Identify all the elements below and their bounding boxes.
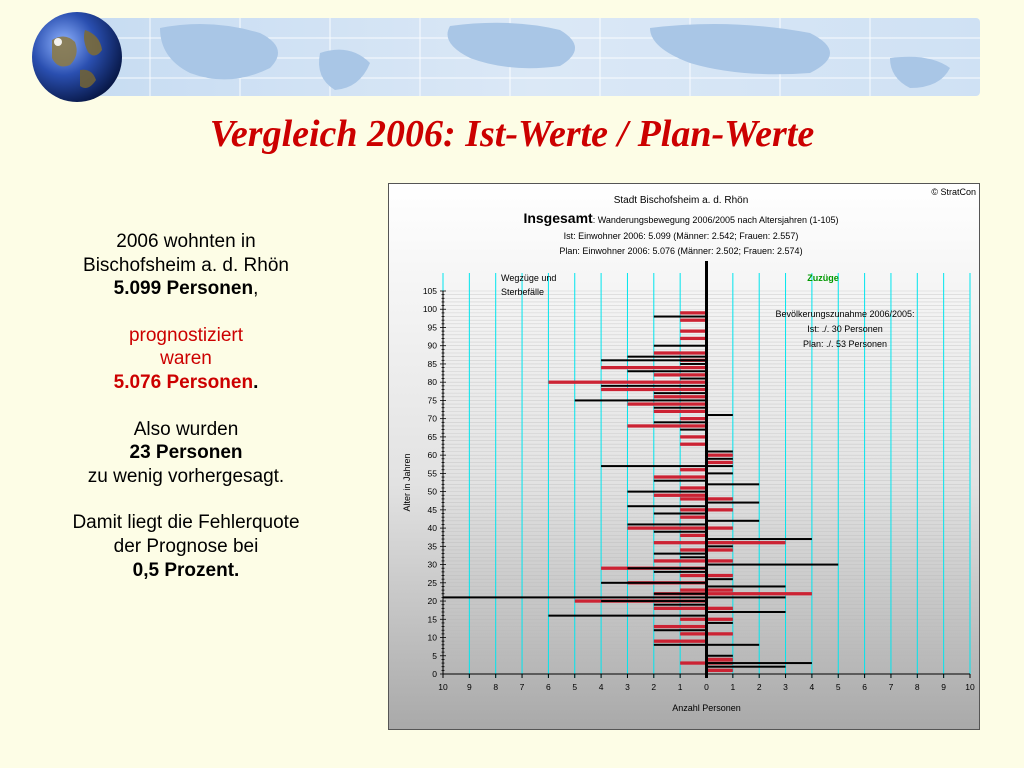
plan-wegzuege-bar xyxy=(680,329,706,332)
ist-zuzuege-bar xyxy=(707,450,733,452)
y-axis-title: Alter in Jahren xyxy=(402,453,412,512)
ist-wegzuege-bar xyxy=(680,556,706,558)
x-tick-label: 6 xyxy=(546,682,551,692)
plan-zuzuege-bar xyxy=(707,559,733,562)
plan-zuzuege-bar xyxy=(707,658,733,661)
y-tick-label: 15 xyxy=(427,614,437,625)
y-tick-label: 95 xyxy=(427,322,437,333)
plan-wegzuege-bar xyxy=(680,534,706,537)
ist-wegzuege-bar xyxy=(654,571,707,573)
x-tick-label: 2 xyxy=(756,682,762,692)
y-tick-label: 50 xyxy=(427,486,437,497)
ist-zuzuege-bar xyxy=(707,458,733,460)
ist-wegzuege-bar xyxy=(654,644,707,646)
summary-line-bold xyxy=(40,277,332,301)
ist-zuzuege-bar xyxy=(707,465,733,467)
ist-zuzuege-bar xyxy=(707,578,733,580)
summary-line: Also wurden xyxy=(133,418,239,440)
ist-wegzuege-bar xyxy=(627,356,706,358)
ist-zuzuege-bar xyxy=(707,666,786,668)
ist-zuzuege-bar xyxy=(707,644,760,646)
plan-wegzuege-bar xyxy=(654,475,707,478)
x-tick-label: 5 xyxy=(572,682,578,692)
plan-wegzuege-bar xyxy=(680,632,706,635)
plan-wegzuege-bar xyxy=(601,388,706,391)
plan-wegzuege-bar xyxy=(680,435,706,438)
y-tick-label: 0 xyxy=(432,669,437,679)
plan-wegzuege-bar xyxy=(680,319,706,322)
ist-zuzuege-bar xyxy=(707,538,812,540)
ist-zuzuege-bar xyxy=(707,502,760,504)
ist-wegzuege-bar xyxy=(627,505,706,507)
x-tick-label: 0 xyxy=(704,682,709,692)
summary-line: waren xyxy=(160,348,212,370)
y-tick-label: 80 xyxy=(427,377,437,388)
ist-wegzuege-bar xyxy=(680,429,706,431)
ist-wegzuege-bar xyxy=(548,615,706,617)
plan-wegzuege-bar xyxy=(680,443,706,446)
x-tick-label: 8 xyxy=(914,682,920,692)
ist-wegzuege-bar xyxy=(627,491,706,493)
plan-wegzuege-bar xyxy=(654,625,707,628)
y-tick-label: 60 xyxy=(427,450,437,461)
plan-zuzuege-bar xyxy=(707,669,733,672)
plan-wegzuege-bar xyxy=(680,468,706,471)
ist-zuzuege-bar xyxy=(707,545,733,547)
y-tick-label: 65 xyxy=(427,431,437,442)
y-tick-label: 45 xyxy=(427,504,437,515)
plan-summary-line: Plan: Einwohner 2006: 5.076 (Männer: 2.502; Frauen: 2.574) xyxy=(559,246,803,256)
ist-wegzuege-bar xyxy=(654,421,707,423)
ist-wegzuege-bar xyxy=(654,629,707,631)
ist-wegzuege-bar xyxy=(575,399,707,401)
y-tick-label: 55 xyxy=(427,468,437,479)
y-tick-label: 75 xyxy=(427,395,437,406)
ist-wegzuege-bar xyxy=(443,596,707,598)
ist-wegzuege-bar xyxy=(654,531,707,533)
ist-wegzuege-bar xyxy=(601,359,706,361)
ist-zuzuege-bar xyxy=(707,472,733,474)
x-tick-label: 9 xyxy=(466,682,472,692)
ist-zuzuege-bar xyxy=(707,564,839,566)
ist-wegzuege-bar xyxy=(654,604,707,606)
ist-wegzuege-bar xyxy=(654,392,707,394)
plan-zuzuege-bar xyxy=(707,461,733,464)
ist-zuzuege-bar xyxy=(707,483,760,485)
x-tick-label: 3 xyxy=(625,682,630,692)
plan-wegzuege-bar xyxy=(680,508,706,511)
sterbefaelle-label: Sterbefälle xyxy=(501,287,545,297)
plan-wegzuege-bar xyxy=(627,526,706,529)
plan-zuzuege-bar xyxy=(707,618,733,621)
x-tick-label: 4 xyxy=(809,682,815,692)
plan-wegzuege-bar xyxy=(680,574,706,577)
comma: , xyxy=(253,278,259,300)
ist-zuzuege-bar xyxy=(707,622,733,624)
ist-summary-line: Ist: Einwohner 2006: 5.099 (Männer: 2.542; Frauen: 2.557) xyxy=(563,231,799,241)
plan-wegzuege-bar xyxy=(654,395,707,398)
x-axis-title: Anzahl Personen xyxy=(672,703,741,713)
ist-wegzuege-bar xyxy=(654,593,707,595)
x-tick-label: 1 xyxy=(677,682,683,692)
plan-zuzuege-bar xyxy=(707,497,733,500)
plan-wegzuege-bar xyxy=(680,417,706,420)
migration-chart xyxy=(388,183,980,730)
ist-zuzuege-bar xyxy=(707,520,760,522)
x-tick-label: 9 xyxy=(941,682,947,692)
x-tick-label: 3 xyxy=(783,682,788,692)
ist-wegzuege-bar xyxy=(654,480,707,482)
world-map-graphic xyxy=(90,18,980,96)
ist-wegzuege-bar xyxy=(627,370,706,372)
y-tick-label: 10 xyxy=(427,632,437,643)
copyright-text: © StratCon xyxy=(931,187,976,197)
plan-wegzuege-bar xyxy=(680,588,706,591)
y-tick-label: 5 xyxy=(432,650,437,661)
difference-persons: 23 Personen xyxy=(129,442,243,464)
ist-wegzuege-bar xyxy=(627,523,706,525)
x-tick-label: 7 xyxy=(888,682,894,692)
plan-wegzuege-bar xyxy=(680,516,706,519)
ist-zuzuege-bar xyxy=(707,655,733,657)
plan-wegzuege-bar xyxy=(654,373,707,376)
plan-zuzuege-bar xyxy=(707,574,733,577)
plan-zuzuege-bar xyxy=(707,526,733,529)
plan-wegzuege-bar xyxy=(654,494,707,497)
plan-wegzuege-bar xyxy=(680,497,706,500)
plan-wegzuege-bar xyxy=(654,351,707,354)
x-tick-label: 4 xyxy=(598,682,604,692)
plan-zuzuege-bar xyxy=(707,454,733,457)
migration-chart-svg xyxy=(388,183,980,730)
error-rate: 0,5 Prozent. xyxy=(132,559,240,581)
x-tick-label: 10 xyxy=(965,682,975,692)
chart-title: Stadt Bischofsheim a. d. Rhön xyxy=(613,195,749,206)
plan-wegzuege-bar xyxy=(601,366,706,369)
plan-wegzuege-bar xyxy=(548,381,706,384)
ist-wegzuege-bar xyxy=(654,513,707,515)
y-tick-label: 100 xyxy=(422,304,437,315)
y-tick-label: 40 xyxy=(427,523,437,534)
subtitle-rest: : Wanderungsbewegung 2006/2005 nach Altersjahren (1-105) xyxy=(592,215,839,225)
plan-wegzuege-bar xyxy=(654,640,707,643)
x-tick-label: 10 xyxy=(438,682,448,692)
slide-title: Vergleich 2006: Ist-Werte / Plan-Werte xyxy=(209,113,815,155)
plan-zuzuege-bar xyxy=(707,632,733,635)
summary-line: der Prognose bei xyxy=(113,535,259,557)
ist-wegzuege-bar xyxy=(680,378,706,380)
plan-wegzuege-bar xyxy=(654,607,707,610)
summary-line: Bischofsheim a. d. Rhön xyxy=(83,254,289,276)
summary-text xyxy=(40,230,332,582)
x-tick-label: 6 xyxy=(862,682,867,692)
plan-wegzuege-bar xyxy=(627,424,706,427)
x-tick-label: 1 xyxy=(730,682,736,692)
x-tick-label: 2 xyxy=(651,682,657,692)
plan-wegzuege-bar xyxy=(680,486,706,489)
growth-annotation-line: Ist: ./. 30 Personen xyxy=(807,324,883,334)
ist-wegzuege-bar xyxy=(627,567,706,569)
ist-wegzuege-bar xyxy=(654,407,707,409)
ist-wegzuege-bar xyxy=(601,600,706,602)
ist-wegzuege-bar xyxy=(680,363,706,365)
y-tick-label: 70 xyxy=(427,413,437,424)
plan-wegzuege-bar xyxy=(680,548,706,551)
zuzuege-label: Zuzüge xyxy=(807,273,839,283)
plan-zuzuege-bar xyxy=(707,588,733,591)
plan-wegzuege-bar xyxy=(680,311,706,314)
ist-wegzuege-bar xyxy=(601,465,706,467)
y-tick-label: 25 xyxy=(427,577,437,588)
plan-zuzuege-bar xyxy=(707,548,733,551)
plan-zuzuege-bar xyxy=(707,592,812,595)
ist-wegzuege-bar xyxy=(654,345,707,347)
ist-zuzuege-bar xyxy=(707,662,812,664)
plan-wegzuege-bar xyxy=(680,337,706,340)
ist-zuzuege-bar xyxy=(707,596,786,598)
plan-wegzuege-bar xyxy=(680,661,706,664)
x-tick-label: 7 xyxy=(519,682,525,692)
plan-wegzuege-bar xyxy=(680,618,706,621)
subtitle-bold: Insgesamt xyxy=(523,210,593,226)
wegzuege-label: Wegzüge und xyxy=(501,273,557,283)
ist-wegzuege-bar xyxy=(654,316,707,318)
plan-zuzuege-bar xyxy=(707,508,733,511)
globe-logo xyxy=(30,10,124,104)
ist-wegzuege-bar xyxy=(601,582,706,584)
y-tick-label: 90 xyxy=(427,340,437,351)
world-map-banner xyxy=(90,18,980,96)
ist-zuzuege-bar xyxy=(707,611,786,613)
summary-line: 2006 wohnten in xyxy=(116,231,256,252)
summary-line: prognostiziert xyxy=(128,324,244,346)
growth-annotation-line: Bevölkerungszunahme 2006/2005: xyxy=(775,309,915,319)
growth-annotation-line: Plan: ./. 53 Personen xyxy=(802,339,888,349)
y-tick-label: 85 xyxy=(427,358,437,369)
summary-line-bold xyxy=(40,371,332,395)
ist-zuzuege-bar xyxy=(707,414,733,416)
summary-line: zu wenig vorhergesagt. xyxy=(87,465,285,487)
plan-zuzuege-bar xyxy=(707,607,733,610)
plan-wegzuege-bar xyxy=(654,541,707,544)
x-tick-label: 8 xyxy=(493,682,499,692)
summary-line: Damit liegt die Fehlerquote xyxy=(72,512,300,534)
x-tick-label: 5 xyxy=(835,682,841,692)
y-tick-label: 20 xyxy=(427,596,437,607)
ist-wegzuege-bar xyxy=(601,385,706,387)
period: . xyxy=(253,371,259,393)
plan-zuzuege-bar xyxy=(707,541,786,544)
y-tick-label: 30 xyxy=(427,559,437,570)
y-tick-label: 105 xyxy=(422,286,437,296)
plan-population: 5.076 Personen xyxy=(113,371,254,393)
plan-wegzuege-bar xyxy=(627,402,706,405)
plan-wegzuege-bar xyxy=(654,559,707,562)
plan-wegzuege-bar xyxy=(654,410,707,413)
ist-population: 5.099 Personen xyxy=(113,278,254,300)
ist-zuzuege-bar xyxy=(707,585,786,587)
ist-wegzuege-bar xyxy=(654,553,707,555)
y-tick-label: 35 xyxy=(427,541,437,552)
